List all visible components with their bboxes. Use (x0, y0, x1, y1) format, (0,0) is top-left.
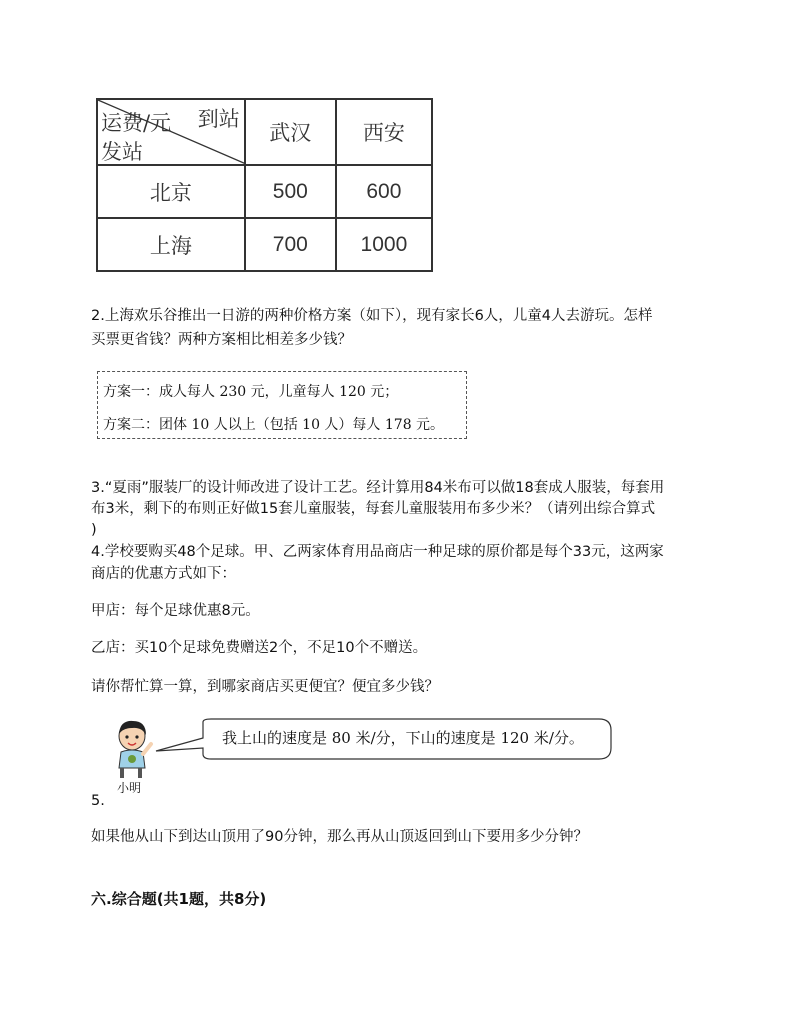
table-cell: 500 (245, 165, 336, 218)
table-cell: 600 (336, 165, 432, 218)
corner-label-fare: 运费/元 (101, 111, 172, 135)
q4-ask: 请你帮忙算一算，到哪家商店买更便宜？便宜多少钱？ (91, 679, 439, 695)
speech-text: 我上山的速度是 80 米/分，下山的速度是 120 米/分。 (222, 729, 584, 747)
q3-line1: 3.“夏雨”服装厂的设计师改进了设计工艺。经计算用84米布可以做18套成人服装，每套用 (91, 480, 665, 496)
fare-table (96, 98, 433, 272)
table-row (97, 165, 432, 218)
col-header-xian: 西安 (336, 99, 432, 165)
q2-line1: 2.上海欢乐谷推出一日游的两种价格方案（如下），现有家长6人，儿童4人去游玩。怎样 (91, 308, 653, 324)
plan-two: 方案二：团体 10 人以上（包括 10 人）每人 178 元。 (103, 417, 445, 433)
boy-name-label: 小明 (117, 781, 142, 795)
q5-number: 5. (91, 793, 105, 809)
table-cell: 700 (245, 218, 336, 271)
q3-line2: 布3米，剩下的布则正好做15套儿童服装，每套儿童服装用布多少米？（请列出综合算式 (91, 501, 656, 517)
plan-one: 方案一：成人每人 230 元，儿童每人 120 元； (103, 384, 399, 400)
q2-line2: 买票更省钱？两种方案相比相差多少钱？ (91, 332, 352, 348)
col-header-wuhan: 武汉 (245, 99, 336, 165)
row-header-beijing: 北京 (97, 165, 245, 218)
q4-shop-a: 甲店：每个足球优惠8元。 (91, 603, 260, 619)
table-row (97, 218, 432, 271)
q4-line1: 4.学校要购买48个足球。甲、乙两家体育用品商店一种足球的原价都是每个33元，这两家 (91, 544, 664, 560)
table-corner-cell (97, 99, 245, 165)
price-plan-box (97, 371, 467, 439)
boy-illustration (110, 718, 160, 780)
corner-label-departure: 发站 (101, 140, 143, 164)
table-cell: 1000 (336, 218, 432, 271)
section-six-title: 六.综合题(共1题，共8分) (91, 890, 267, 908)
q3-line3: ) (91, 522, 97, 538)
q4-shop-b: 乙店：买10个足球免费赠送2个，不足10个不赠送。 (91, 640, 428, 656)
row-header-shanghai: 上海 (97, 218, 245, 271)
corner-label-arrival: 到站 (197, 107, 240, 131)
q4-line2: 商店的优惠方式如下： (91, 566, 236, 582)
q5-ask: 如果他从山下到达山顶用了90分钟，那么再从山顶返回到山下要用多少分钟？ (91, 829, 588, 845)
